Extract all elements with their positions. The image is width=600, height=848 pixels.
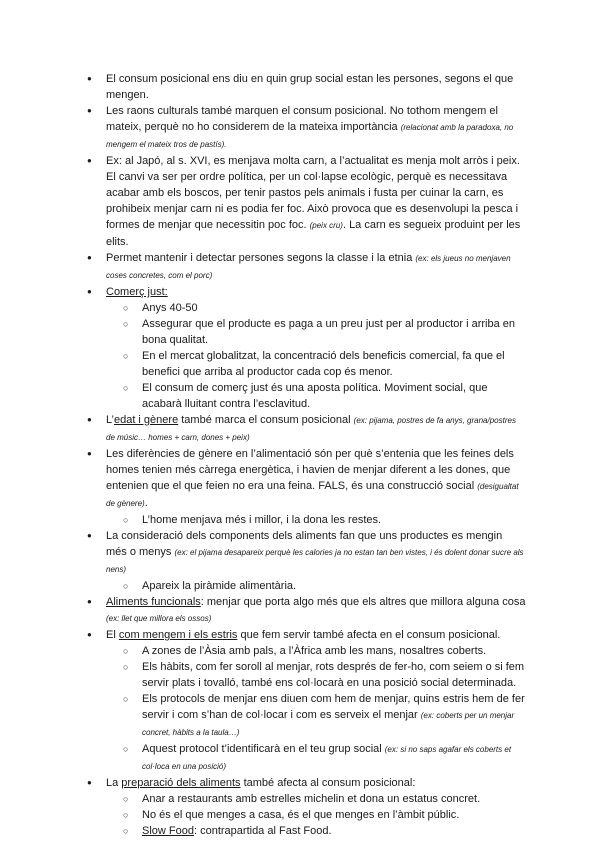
item-note: (ex: llet que millora els ossos) [106,614,212,623]
sublist-item [142,300,526,316]
item-text: Apareix la piràmide alimentària. [142,580,297,592]
item-text: també afecta al consum posicional: [240,777,416,789]
item-text: Anys 40-50 [142,302,198,314]
item-text: Els hàbits, com fer soroll al menjar, rots després de fer-ho, com seiem o si fem servir plats i tovalló, també ens col·locarà en una posició social determinada. [142,661,525,689]
underlined-term: Slow Food [142,825,194,837]
list-item [106,446,526,528]
item-note: (ex: coberts per un menjar concret, hàbits a la taula…) [142,711,515,737]
list-item [106,250,526,284]
item-note: (peix cru) [309,221,343,230]
item-text: Assegurar que el producte es paga a un preu just per al productor i arriba en bona qualitat. [142,318,516,346]
sublist-item [142,807,526,823]
item-text: que fem servir també afecta en el consum posicional. [237,629,501,641]
underlined-term: com mengem i els estris [118,629,238,641]
item-text: L’home menjava més i millor, i la dona les restes. [142,514,382,526]
item-note: (ex: els jueus no menjaven coses concretes, com el porc) [106,254,511,280]
list-item [106,594,526,627]
item-text-continued: . La carn es segueix produint per les elits. [106,219,521,248]
item-prefix: L’ [106,414,114,426]
notes-list [106,71,526,839]
list-item [106,71,526,103]
sublist-item [142,512,526,528]
item-text: Anar a restaurants amb estrelles michelin et dona un estatus concret. [142,793,481,805]
item-text: La consideració dels components dels aliments fan que uns productes es mengin més o menys [106,530,503,558]
underlined-term: preparació dels aliments [121,777,241,789]
item-text: A zones de l’Àsia amb pals, a l’Àfrica amb les mans, nosaltres coberts. [142,645,487,657]
sublist-item [142,348,526,380]
item-prefix: El [106,629,119,641]
item-text: Ex: al Japó, al s. XVI, es menjava molta carn, a l’actualitat es menja molt arròs i peix. El canvi va ser per ordre política, per un col·lapse ecològic, perquè es necessitava acabar amb els boscos, per tenir pastos pels animals i fusta per cuinar la carn, es prohibeix menjar carn ni es podia fer foc. Això provoca que es desenvolupi la pesca i formes de menjar que necessitin poc foc. [106,155,520,231]
item-text: El consum de comerç just és una aposta política. Moviment social, que acabarà lluitant contra l’esclavitud. [142,382,488,410]
item-prefix: La [106,777,122,789]
sublist [142,643,526,775]
list-item [106,284,526,412]
list-item [106,627,526,775]
item-text: Els protocols de menjar ens diuen com hem de menjar, quins estris hem de fer servir i com s’han de col·locar i com es serveix el menjar [142,693,525,721]
item-text: Les diferències de gènere en l’alimentació són per què s’entenia que les feines dels homes tenien més càrrega energètica, i havien de menjar diferent a les dones, que entenien que el que feien no era una feina. FALS, és una construcció social [106,448,514,492]
item-note: (ex: el pijama desapareix perquè les calories ja no estan tan ben vistes, i és dolent donar sucre als nens) [106,548,524,574]
sublist-item [142,659,526,691]
item-text: també marca el consum posicional [178,414,354,426]
sublist-item [142,380,526,412]
item-text: Permet mantenir i detectar persones segons la classe i la etnia [106,252,416,264]
item-note: (ex: pijama, postres de fa anys, grana/postres de músic… homes + carn, dones + peix) [106,416,516,442]
list-item [106,412,526,446]
item-text: No és el que menges a casa, és el que menges en l’àmbit públic. [142,809,460,821]
sublist-item [142,741,526,775]
list-item [106,153,526,250]
sublist-item [142,316,526,348]
sublist-item [142,823,526,839]
sublist-item [142,791,526,807]
sublist [142,791,526,839]
section-heading-comerc-just: Comerç just: [106,286,168,298]
item-note: (ex: si no saps agafar els coberts et col·loca en una posició) [142,745,512,771]
underlined-term: edat i gènere [113,414,179,426]
sublist-item [142,691,526,741]
sublist [142,512,526,528]
list-item [106,103,526,153]
list-item [106,775,526,839]
list-item [106,528,526,594]
item-note: (desigualtat de gènere) [106,482,519,508]
item-text: : contrapartida al Fast Food. [193,825,332,837]
item-text: : menjar que porta algo més que els altres que millora alguna cosa [200,596,526,608]
item-text: El consum posicional ens diu en quin grup social estan les persones, segons el que mengen. [106,73,514,101]
item-text: En el mercat globalitzat, la concentració dels beneficis comercial, fa que el benefici que arriba al productor cada cop és menor. [142,350,505,378]
item-text-continued: . [144,497,148,509]
sublist [142,578,526,594]
underlined-term: Aliments funcionals [106,596,201,608]
sublist-item [142,578,526,594]
item-text: Les raons culturals també marquen el consum posicional. No tothom mengem el mateix, perquè no ho considerem de la mateixa importància [106,105,498,133]
sublist [142,300,526,412]
sublist-item [142,643,526,659]
item-note: (relacionat amb la paradoxa, no mengem el mateix tros de pastís). [106,123,514,149]
item-text: Aquest protocol t’identificarà en el teu grup social [142,743,385,755]
